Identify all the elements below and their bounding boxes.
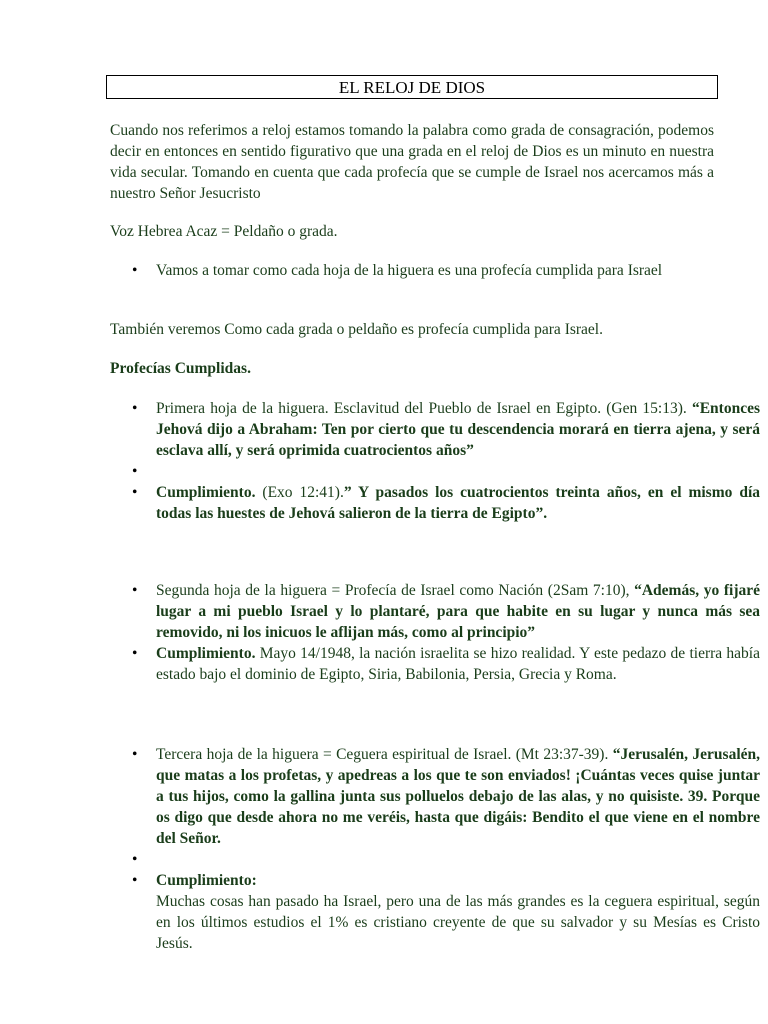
fulfillment-2-text: Mayo 14/1948, la nación israelita se hizo realidad. Y este pedazo de tierra había estado bajo el dominio de Egipto, Siria, Babilonia, Persia, Grecia y Roma. [156, 645, 760, 683]
prophecy-3-quote: “Jerusalén, Jerusalén, que matas a los profetas, y apedreas a los que te son enviados! ¡Cuántas veces quise juntar a tus hijos, como la gallina junta sus polluelos debajo de las alas, y no quisiste. 39. Porque os digo que desde ahora no me veréis, hasta que digáis: Bendito el que viene en el nombre del Señor. [156, 746, 760, 847]
prophecy-1-text: Primera hoja de la higuera. Esclavitud del Pueblo de Israel en Egipto. (Gen 15:13). [156, 400, 692, 417]
list-item [156, 482, 760, 524]
section-heading: Profecías Cumplidas. [110, 360, 251, 377]
list-item [156, 870, 760, 954]
list-item [156, 643, 760, 685]
fulfillment-1-ref: (Exo 12:41). [255, 484, 344, 501]
list-item [156, 398, 760, 461]
list-item-empty [156, 849, 760, 870]
list-item-empty [156, 461, 760, 482]
bullet-text: Vamos a tomar como cada hoja de la higuera es una profecía cumplida para Israel [156, 262, 663, 279]
intro-paragraph: Cuando nos referimos a reloj estamos tomando la palabra como grada de consagración, podemos decir en entonces en sentido figurativo que una grada en el reloj de Dios es un minuto en nuestra vida secular. Tomando en cuenta que cada profecía que se cumple de Israel nos acercamos más a nuestro Señor Jesucristo [110, 122, 714, 202]
prophecy-1-quote: “Entonces Jehová dijo a Abraham: Ten por cierto que tu descendencia morará en tierra ajena, y será esclava allí, y será oprimida cuatrocientos años” [156, 400, 760, 459]
list-item [156, 580, 760, 643]
list-item [156, 260, 760, 281]
fulfillment-1-label: Cumplimiento. [156, 484, 256, 501]
prophecy-2-text: Segunda hoja de la higuera = Profecía de Israel como Nación (2Sam 7:10), [156, 582, 635, 599]
prophecy-list-2 [110, 580, 760, 685]
prophecy-list-3 [110, 744, 760, 954]
fulfillment-2-label: Cumplimiento. [156, 645, 256, 662]
list-item [156, 744, 760, 849]
hebrew-word-line: Voz Hebrea Acaz = Peldaño o grada. [110, 223, 338, 240]
prophecy-list-1 [110, 398, 760, 524]
prophecy-2-quote: “Además, yo fijaré lugar a mi pueblo Israel y lo plantaré, para que habite en su lugar y nunca más sea removido, ni los inicuos le aflijan más, como al principio” [156, 582, 761, 641]
fulfillment-3-text: Muchas cosas han pasado ha Israel, pero una de las más grandes es la ceguera espiritual, según en los últimos estudios el 1% es cristiano creyente de que su salvador y su Mesías es Cristo Jesús. [156, 893, 760, 952]
fulfillment-1-quote: ” Y pasados los cuatrocientos treinta años, en el mismo día todas las huestes de Jehová salieron de la tierra de Egipto”. [156, 484, 760, 522]
document-title: EL RELOJ DE DIOS [106, 75, 718, 99]
intro-bullet-list [110, 260, 760, 281]
fulfillment-3-label: Cumplimiento: [156, 872, 257, 889]
prophecy-3-text: Tercera hoja de la higuera = Ceguera espiritual de Israel. (Mt 23:37-39). [156, 746, 613, 763]
also-paragraph: También veremos Como cada grada o peldaño es profecía cumplida para Israel. [110, 321, 603, 338]
